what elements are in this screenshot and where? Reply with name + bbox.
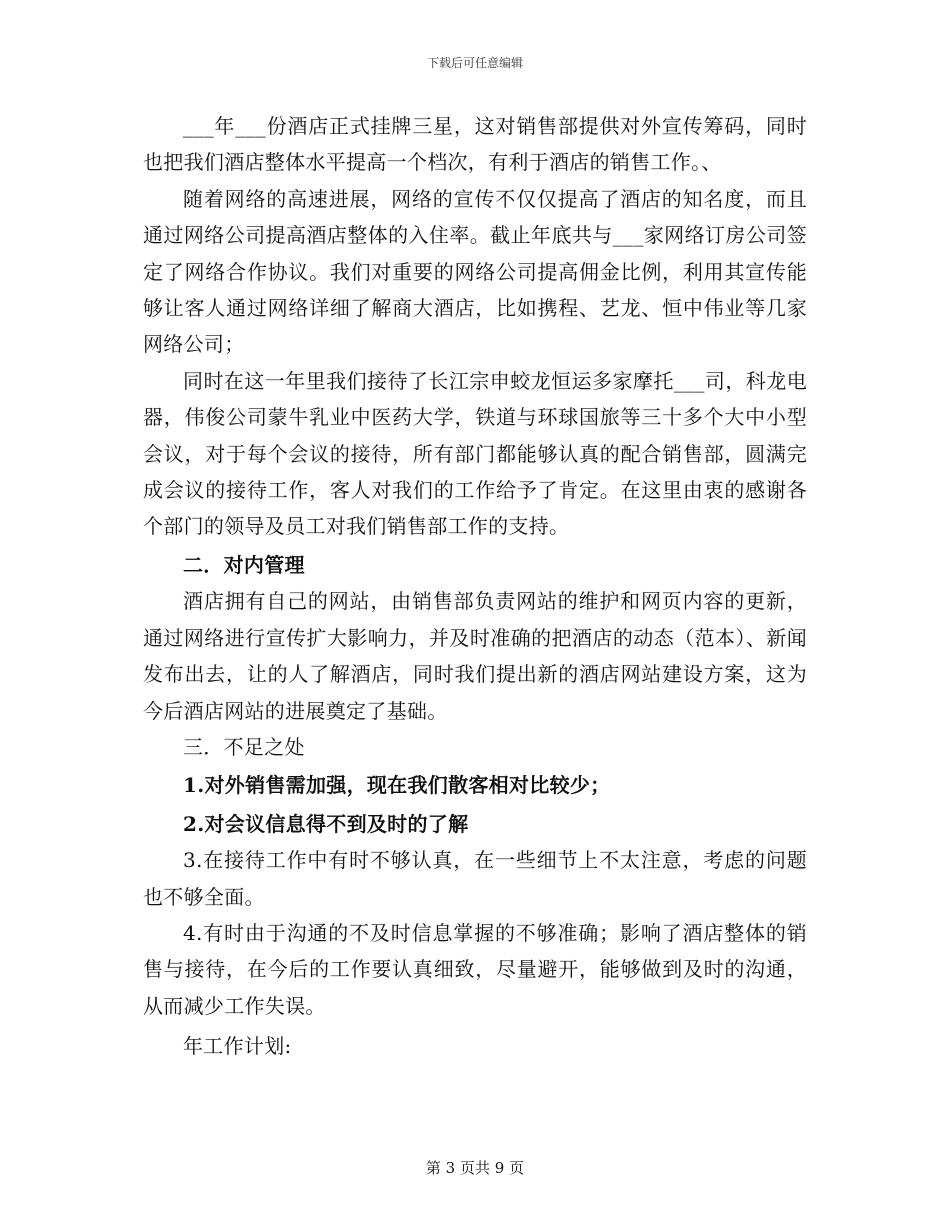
section-heading-shortcomings: 三．不足之处 bbox=[183, 734, 305, 759]
section-heading-internal-management: 二．对内管理 bbox=[183, 552, 305, 577]
page-header: 下载后可任意编辑 bbox=[426, 56, 523, 70]
paragraph-conference-reception: 同时在这一年里我们接待了长江宗申蛟龙恒运多家摩托___司，科龙电器，伟俊公司蒙牛乳业中医药大学，铁道与环球国旅等三十多个大中小型会议，对于每个会议的接待，所有部门都能够认真的配合销售部，圆满完成会议的接待工作，客人对我们的工作给予了肯定。在这里由衷的感谢各个部门的领导及员工对我们销售部工作的支持。 bbox=[143, 368, 807, 539]
shortcoming-item-2: 2.对会议信息得不到及时的了解 bbox=[183, 811, 469, 836]
shortcoming-item-1: 1.对外销售需加强，现在我们散客相对比较少； bbox=[183, 773, 611, 798]
shortcoming-item-3: 3.在接待工作中有时不够认真，在一些细节上不太注意，考虑的问题也不够全面。 bbox=[143, 848, 807, 909]
page-footer: 第 3 页共 9 页 bbox=[425, 1159, 525, 1177]
work-plan-heading: 年工作计划: bbox=[183, 1034, 292, 1059]
shortcoming-item-4: 4.有时由于沟通的不及时信息掌握的不够准确；影响了酒店整体的销售与接待，在今后的工作要认真细致，尽量避开，能够做到及时的沟通，从而减少工作失误。 bbox=[143, 920, 807, 1018]
paragraph-online-promotion: 随着网络的高速进展，网络的宣传不仅仅提高了酒店的知名度，而且通过网络公司提高酒店整体的入住率。截止年底共与___家网络订房公司签定了网络合作协议。我们对重要的网络公司提高佣金比例，利用其宣传能够让客人通过网络详细了解商大酒店，比如携程、艺龙、恒中伟业等几家网络公司； bbox=[143, 186, 807, 357]
paragraph-website: 酒店拥有自己的网站，由销售部负责网站的维护和网页内容的更新，通过网络进行宣传扩大影响力，并及时准确的把酒店的动态（范本）、新闻发布出去，让的人了解酒店，同时我们提出新的酒店网站建设方案，这为今后酒店网站的进展奠定了基础。 bbox=[143, 589, 807, 723]
document-body bbox=[143, 108, 807, 1065]
paragraph-star-rating: ___年___份酒店正式挂牌三星，这对销售部提供对外宣传筹码，同时也把我们酒店整体水平提高一个档次，有利于酒店的销售工作。、 bbox=[143, 114, 807, 175]
